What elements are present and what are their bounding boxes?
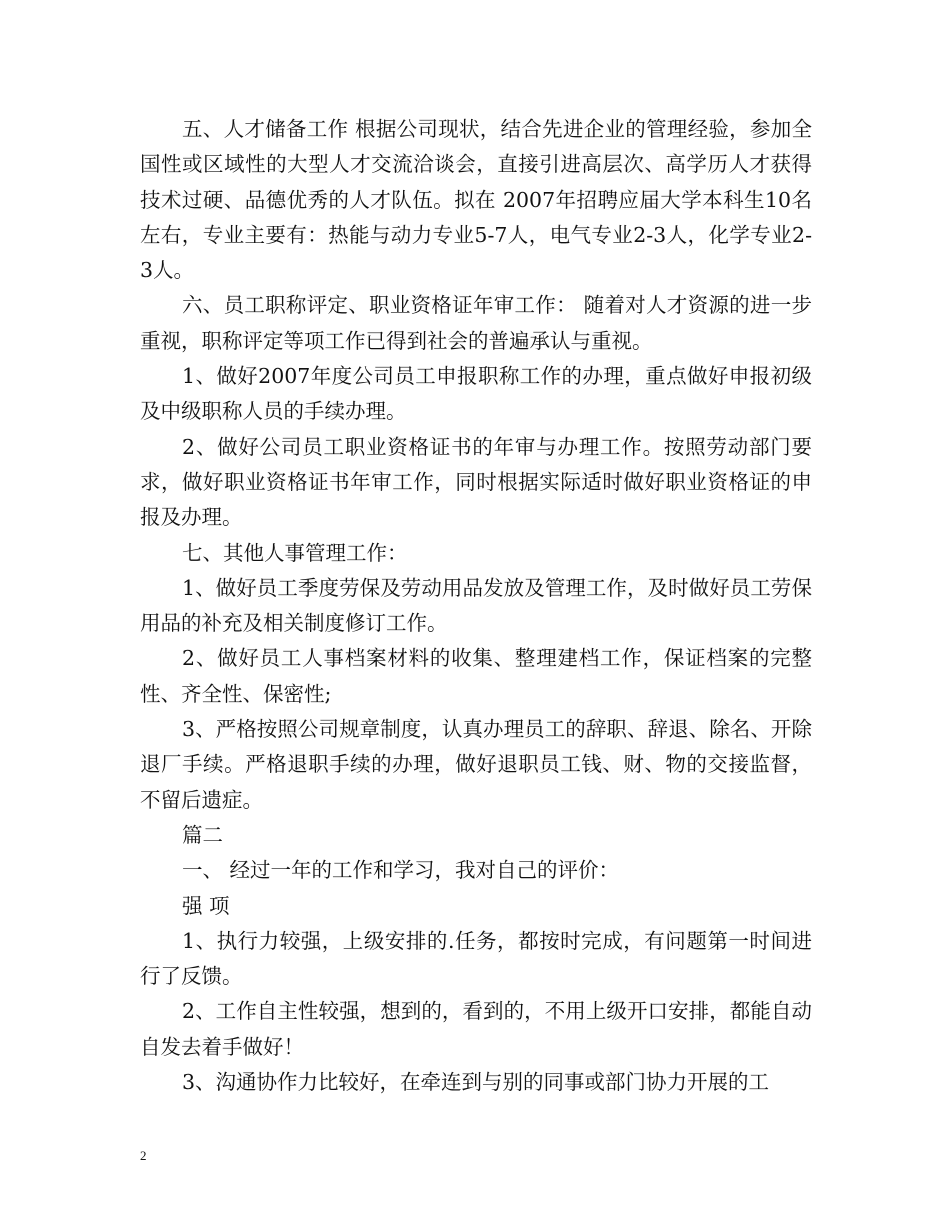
section-heading-part-two: 篇二 — [182, 822, 223, 847]
paragraph-personnel-files: 2、做好员工人事档案材料的收集、整理建档工作，保证档案的完整性、齐全性、保密性; — [140, 646, 812, 706]
paragraph-resignation-process: 3、严格按照公司规章制度，认真办理员工的辞职、辞退、除名、开除退厂手续。严格退职手续的办理，做好退职员工钱、财、物的交接监督，不留后遗症。 — [140, 717, 812, 812]
paragraph-other-hr-work: 七、其他人事管理工作： — [182, 540, 408, 565]
page-number: 2 — [140, 1148, 147, 1163]
paragraph-self-evaluation: 一、 经过一年的工作和学习，我对自己的评价： — [182, 858, 620, 883]
paragraph-title-evaluation: 六、员工职称评定、职业资格证年审工作： 随着对人才资源的进一步重视，职称评定等项工作已得到社会的普遍承认与重视。 — [140, 293, 812, 353]
paragraph-strength-execution: 1、执行力较强，上级安排的.任务，都按时完成，有问题第一时间进行了反馈。 — [140, 928, 812, 989]
paragraph-talent-reserve: 五、人才储备工作 根据公司现状，结合先进企业的管理经验，参加全国性或区域性的大型人才交流洽谈会，直接引进高层次、高学历人才获得技术过硬、品德优秀的人才队伍。拟在 2007年招聘应届大学本科生10名左右，专业主要有：热能与动力专业5-7人，电气专业2-3人，化学专业2-3人。 — [140, 117, 812, 283]
paragraph-certificate-review: 2、做好公司员工职业资格证书的年审与办理工作。按照劳动部门要求，做好职业资格证书年审工作，同时根据实际适时做好职业资格证的申报及办理。 — [140, 434, 812, 530]
paragraph-strength-communication: 3、沟通协作力比较好，在牵连到与别的同事或部门协力开展的工 — [182, 1070, 770, 1095]
paragraph-labor-protection: 1、做好员工季度劳保及劳动用品发放及管理工作，及时做好员工劳保用品的补充及相关制度修订工作。 — [140, 575, 812, 636]
paragraph-title-application: 1、做好2007年度公司员工申报职称工作的办理，重点做好申报初级及中级职称人员的手续办理。 — [140, 364, 812, 424]
paragraph-strength-initiative: 2、工作自主性较强，想到的，看到的，不用上级开口安排，都能自动自发去着手做好！ — [140, 999, 812, 1059]
subheading-strengths: 强 项 — [182, 893, 230, 918]
document-body — [140, 112, 812, 1100]
